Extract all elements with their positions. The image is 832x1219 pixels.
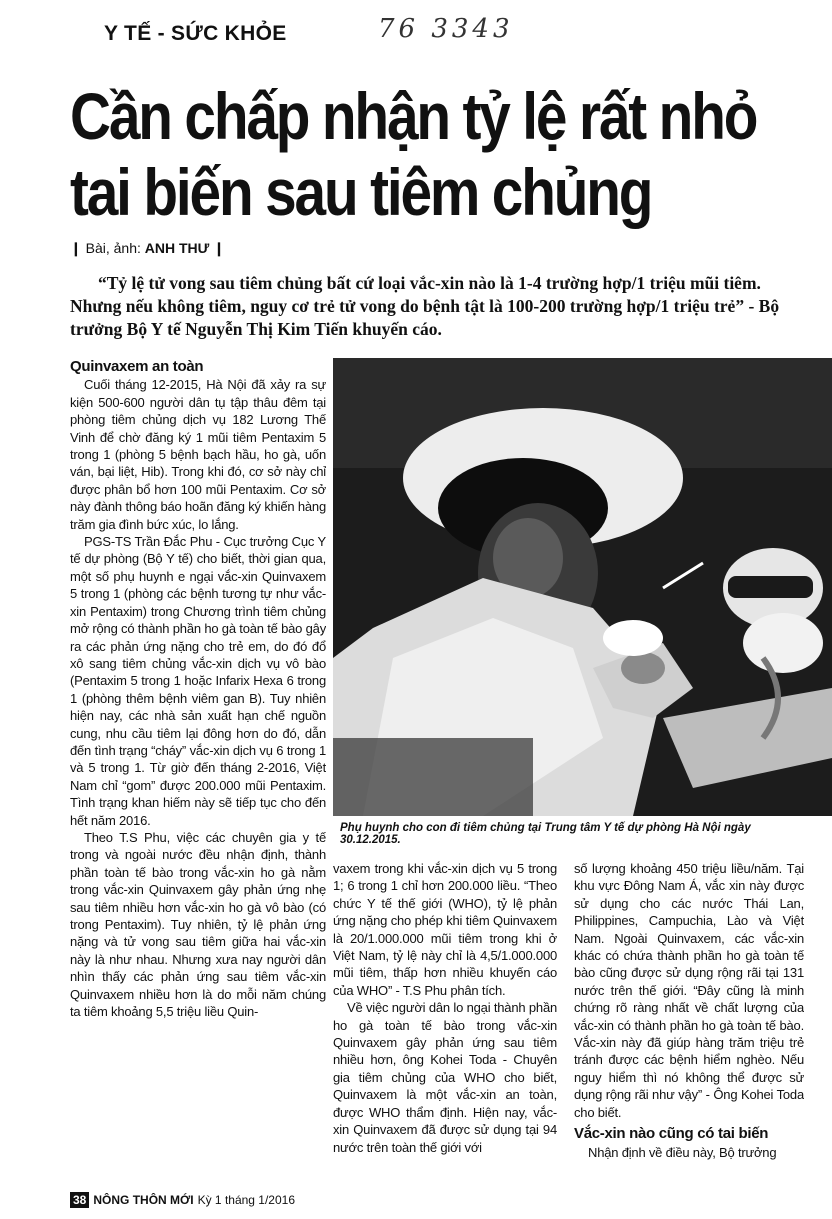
- article-column-right: [574, 860, 804, 1180]
- byline-prefix: Bài, ảnh:: [85, 240, 141, 256]
- headline: [70, 78, 757, 230]
- article-column-middle: [333, 860, 557, 1180]
- handwritten-note: 76 3343: [378, 14, 514, 44]
- paragraph: vaxem trong khi vắc-xin dịch vụ 5 trong 1; 6 trong 1 chỉ hơn 200.000 liều. “Theo chức Y tế thế giới (WHO), tỷ lệ phản ứng nặng cho phép khi tiêm Quinvaxem là 20/1.000.000 mũi tiêm trong khi ở Việt Nam, tỷ lệ này chỉ là 4,5/1.000.000 mũi tiêm, thấp hơn nhiều khuyến cáo của WHO” - T.S Phu phân tích.: [333, 861, 557, 998]
- section-label: Y TẾ - SỨC KHỎE: [104, 22, 287, 45]
- byline: ❙ Bài, ảnh: ANH THƯ ❙: [70, 240, 225, 256]
- issue-label: Kỳ 1 tháng 1/2016: [197, 1193, 296, 1207]
- news-photo: [333, 358, 832, 816]
- paragraph: số lượng khoảng 450 triệu liều/năm. Tại khu vực Đông Nam Á, vắc xin này được sử dụng cho các nước Thái Lan, Philippines, Campuchia, Lào và Việt Nam. Ngoài Quinvaxem, các vắc-xin khác có chứa thành phần ho gà toàn tế bào cũng được sử dụng rộng rãi tại 131 nước trên thế giới. “Đây cũng là minh chứng rõ ràng nhất về chất lượng của vắc-xin có thành phần ho gà toàn tế bào. Vắc-xin này đã giúp hàng trăm triệu trẻ tránh được các bệnh hiểm nghèo. Nếu nguy hiểm thì nó không thể được sử dụng rộng rãi như vậy” - Ông Kohei Toda cho biết.: [574, 861, 804, 1120]
- subheading: Vắc-xin nào cũng có tai biến: [574, 1125, 769, 1143]
- magazine-name: NÔNG THÔN MỚI: [93, 1193, 194, 1207]
- page-footer: [70, 1192, 295, 1208]
- byline-author: ANH THƯ: [144, 240, 210, 256]
- page-number: 38: [70, 1192, 89, 1208]
- subheading: Quinvaxem an toàn: [70, 358, 204, 375]
- headline-line-2: tai biến sau tiêm chủng: [70, 155, 652, 229]
- paragraph: Theo T.S Phu, việc các chuyên gia y tế trong và ngoài nước đều nhận định, thành phần toàn tế bào trong vắc-xin ho gà nằm trong vắc-xin Quinvaxem gây phản ứng nhẹ sau tiêm nhiều hơn vắc-xin ho gà vô bào (có trong Pentaxim). Tuy nhiên, tỷ lệ phản ứng nặng và tử vong sau tiêm giữa hai vắc-xin này là như nhau. Nhưng xưa nay người dân nhìn thấy các phản ứng sau tiêm vắc-xin Quinvaxem nhiều hơn là do mỗi năm chúng ta tiêm khoảng 5,5 triệu liều Quin-: [70, 829, 326, 1020]
- paragraph: Về việc người dân lo ngại thành phần ho gà toàn tế bào trong vắc-xin Quinvaxem gây phản ứng sau tiêm nhiều hơn, ông Kohei Toda - Chuyên gia tiêm chủng của WHO cho biết, Quinvaxem là một vắc-xin an toàn, được WHO thẩm định. Hiện nay, vắc-xin Quinvaxem đã được sử dụng tại 94 nước trên toàn thế giới với: [333, 1000, 557, 1155]
- headline-line-1: Cần chấp nhận tỷ lệ rất nhỏ: [70, 79, 757, 153]
- article-column-left: [70, 358, 326, 1178]
- lead-paragraph: “Tỷ lệ tử vong sau tiêm chủng bất cứ loại vắc-xin nào là 1-4 trường hợp/1 triệu mũi tiêm. Nhưng nếu không tiêm, nguy cơ trẻ tử vong do bệnh tật là 100-200 trường hợp/1 triệu trẻ” - Bộ trưởng Bộ Y tế Nguyễn Thị Kim Tiến khuyến cáo.: [70, 273, 780, 339]
- paragraph: Nhận định về điều này, Bộ trưởng: [588, 1144, 777, 1160]
- photo-caption: Phụ huynh cho con đi tiêm chủng tại Trung tâm Y tế dự phòng Hà Nội ngày 30.12.2015.: [340, 822, 751, 846]
- paragraph: Cuối tháng 12-2015, Hà Nội đã xảy ra sự kiện 500-600 người dân tụ tập thâu đêm tại phòng tiêm chủng dịch vụ 182 Lương Thế Vinh để chờ đăng ký 1 mũi tiêm Pentaxim 5 trong 1 (phòng 5 bệnh bạch hầu, ho gà, uốn ván, bại liệt, Hib). Trong khi đó, cơ sở này chỉ được phân bổ hơn 100 mũi Pentaxim. Cơ sở này đành thông báo hoãn đăng ký khiến hàng trăm gia đình bức xúc, lo lắng.: [70, 377, 326, 532]
- paragraph: PGS-TS Trần Đắc Phu - Cục trưởng Cục Y tế dự phòng (Bộ Y tế) cho biết, thời gian qua, một số phụ huynh e ngại vắc-xin Quinvaxem 5 trong 1 (phòng các bệnh tương tự như vắc-xin Pentaxim) trong Chương trình tiêm chủng mở rộng có thành phần ho gà toàn tế bào gây ra các phản ứng nặng cho trẻ em, do đó đổ xô sang tiêm chủng vắc-xin dịch vụ vô bào (Pentaxim 5 trong 1 hoặc Infarix Hexa 6 trong 1 (phòng thêm bệnh viêm gan B). Tuy nhiên hiện nay, các nhà sản xuất hạn chế nguồn cung, nhu cầu tiêm lại đông hơn do đó, dẫn đến tình trạng “cháy” vắc-xin dịch vụ 6 trong 1 và 5 trong 1. Từ giờ đến tháng 2-2016, Việt Nam chỉ “gom” được 200.000 mũi Pentaxim. Tình trạng khan hiếm này sẽ tiếp tục cho đến hết năm 2016.: [70, 534, 326, 828]
